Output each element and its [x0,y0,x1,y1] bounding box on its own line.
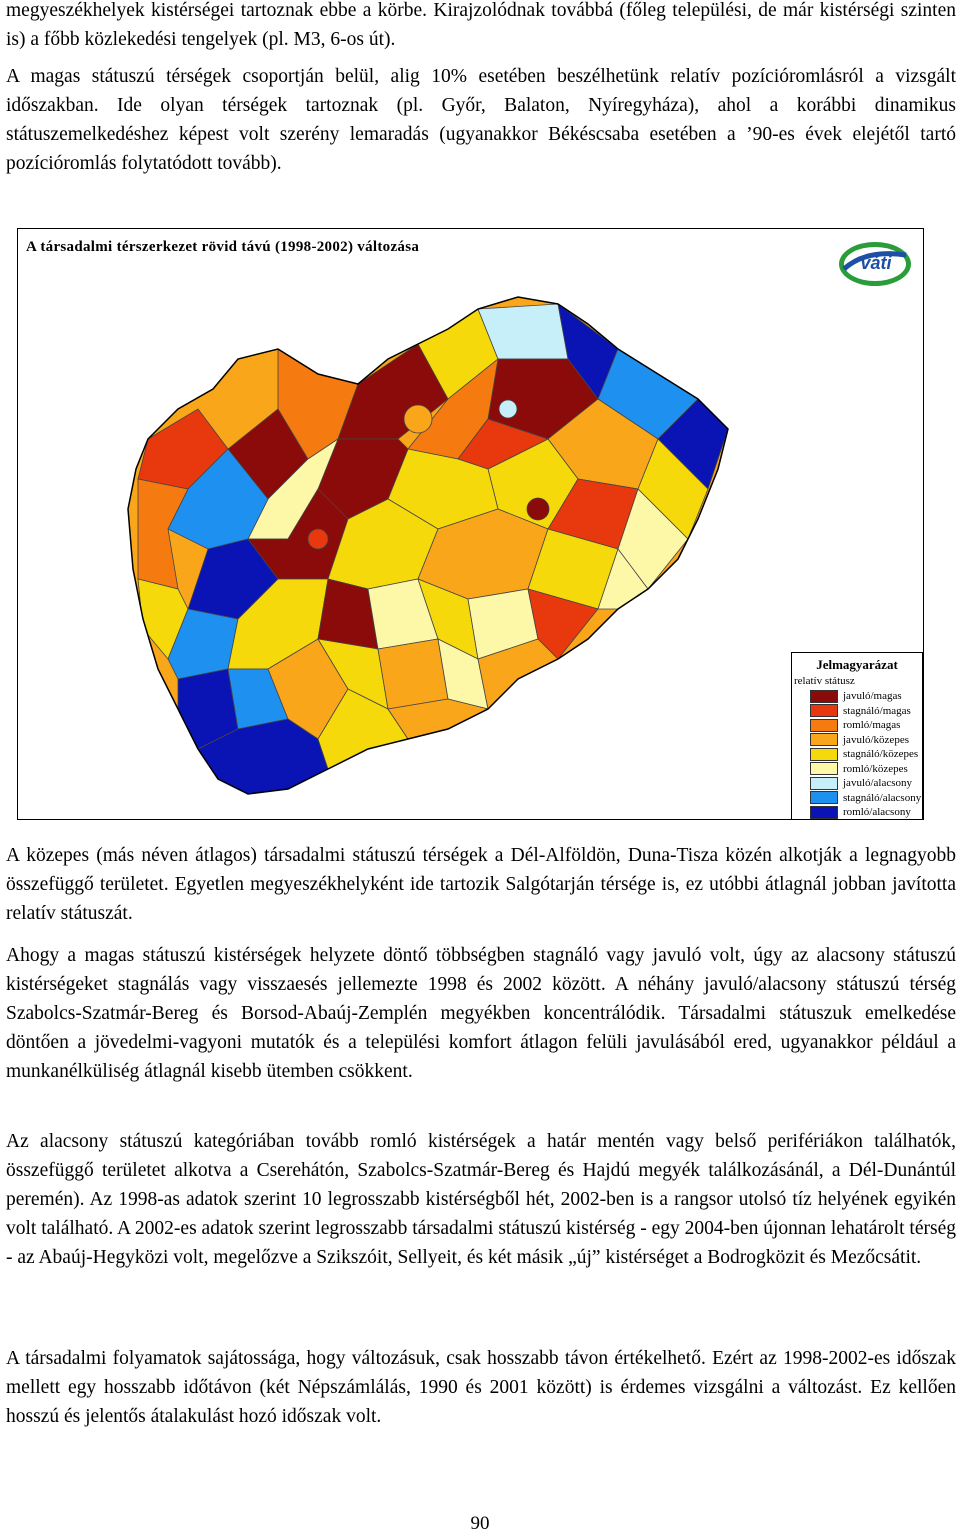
legend-subtitle: relatív státusz [794,675,855,687]
legend-item: romló/alacsony [810,805,911,820]
svg-text:váti: váti [860,253,892,273]
legend-swatch [810,690,838,703]
figure-title: A társadalmi térszerkezet rövid távú (1998-2002) változása [26,239,420,255]
legend-title: Jelmagyarázat [816,657,898,672]
legend-swatch [810,748,838,761]
paragraph-low-status: Ahogy a magas státuszú kistérségek helyzete döntő többségben stagnáló vagy javuló volt, úgy az alacsony státuszú kistérségeket stagnálás vagy visszaesés jellemezte 1998 és 2002 között. A néhány javuló/alacsony státuszú térség Szabolcs-Szatmár-Bereg és Borsod-Abaúj-Zemplén megyékben koncentrálódik. Társadalmi státuszuk emelkedése döntően a jövedelmi-vagyoni mutatók és a települési komfort átlagon felüli javulásából ered, ugyanakkor például a munkanélküliség átlagnál kisebb ütemben csökkent. [6,945,956,1082]
legend-item: romló/közepes [810,762,908,777]
legend-item: stagnáló/alacsony [810,791,921,806]
legend-swatch [810,704,838,717]
legend-item: javuló/magas [810,689,902,704]
legend-swatch [810,762,838,775]
page-number: 90 [470,1513,490,1534]
paragraph-medium-status: A közepes (más néven átlagos) társadalmi státuszú térségek a Dél-Alföldön, Duna-Tisza közén alkotják a legnagyobb összefüggő területet. Egyetlen megyeszékhelyként ide tartozik Salgótarján térsége is, ez utóbbi átlagnál jobban javította relatív státuszát. [6,845,956,924]
paragraph-intro-continued: megyeszékhelyek kistérségei tartoznak ebbe a körbe. Kirajzolódnak továbbá (főleg települési, de már kistérségi szinten is) a főbb közlekedési tengelyek (pl. M3, 6-os út). [6,0,956,50]
vati-logo-icon [836,239,914,289]
map-figure [17,228,924,820]
legend-swatch [810,733,838,746]
legend-item: stagnáló/közepes [810,747,918,762]
legend-swatch [810,719,838,732]
paragraph-long-term: A társadalmi folyamatok sajátossága, hogy változásuk, csak hosszabb távon értékelhető. Ezért az 1998-2002-es időszak mellett egy hosszabb időtávon (két Népszámlálás, 1990 és 2001 között) is érdemes vizsgálni a változást. Ez kellően hosszú és jelentős átalakulást hozó időszak volt. [6,1348,956,1427]
legend-swatch [810,806,838,819]
map-legend [791,652,923,820]
legend-item: javuló/közepes [810,733,909,748]
legend-item: stagnáló/magas [810,704,911,719]
paragraph-declining-low-status: Az alacsony státuszú kategóriában tovább romló kistérségek a határ mentén vagy belső perifériákon találhatók, összefüggő területet alkotva a Cserehátón, Szabolcs-Szatmár-Bereg és Hajdú megyék találkozásánál, a Dél-Dunántúl peremén). Az 1998-as adatok szerint 10 legrosszabb kistérségből hét, 2002-ben is a rangsor utolsó tíz helyének egyikén volt található. A 2002-es adatok szerint legrosszabb társadalmi státuszú kistérség - egy 2004-ben újonnan lehatárolt térség - az Abaúj-Hegyközi volt, megelőzve a Szikszóit, Sellyeit, és két másik „új” kistérséget a Bodrogközit és Mezőcsátit. [6,1131,956,1268]
paragraph-high-status: A magas státuszú térségek csoportján belül, alig 10% esetében beszélhetünk relatív pozícióromlásról a vizsgált időszakban. Ide olyan térségek tartoznak (pl. Győr, Balaton, Nyíregyháza), ahol a korábbi dinamikus státuszemelkedéshez képest volt szerény lemaradás (ugyanakkor Békéscsaba esetében a ’90-es évek elejétől tartó pozícióromlás folytatódott tovább). [6,66,956,174]
legend-swatch [810,791,838,804]
hungary-map [118,289,738,801]
legend-item: javuló/alacsony [810,776,912,791]
legend-swatch [810,777,838,790]
legend-item: romló/magas [810,718,900,733]
